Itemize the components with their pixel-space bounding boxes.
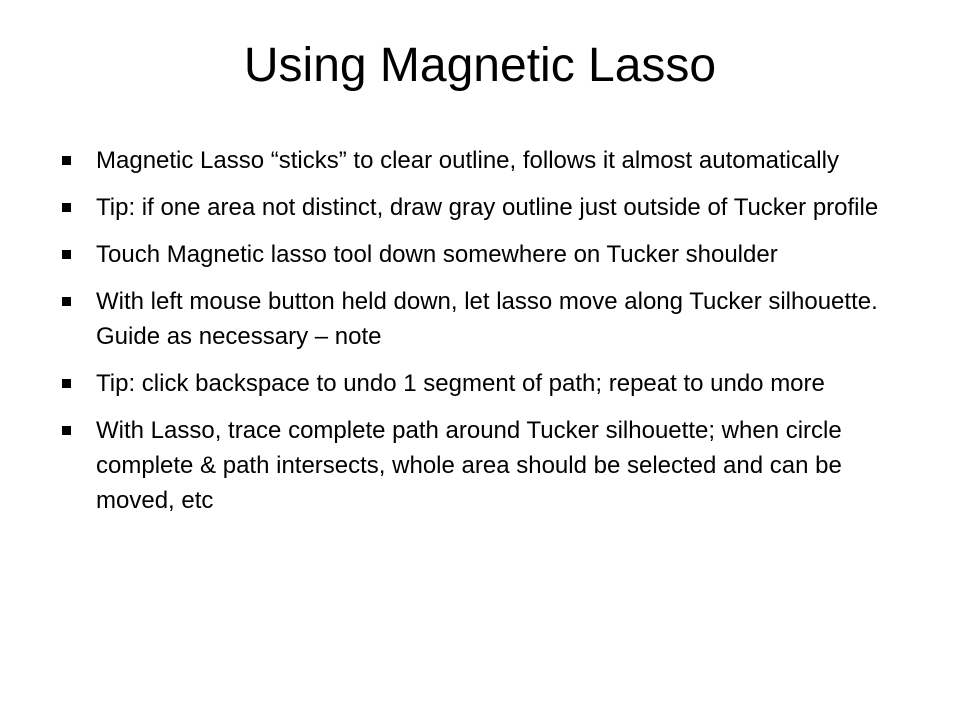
square-bullet-icon	[62, 203, 71, 212]
bullet-text: With left mouse button held down, let lasso move along Tucker silhouette. Guide as necessary – note	[96, 288, 878, 350]
square-bullet-icon	[62, 156, 71, 165]
bullet-item	[62, 237, 922, 272]
bullet-text: Touch Magnetic lasso tool down somewhere on Tucker shoulder	[96, 241, 778, 268]
bullet-text: Tip: if one area not distinct, draw gray outline just outside of Tucker profile	[96, 194, 879, 221]
bullet-item	[62, 143, 922, 178]
bullet-text: With Lasso, trace complete path around Tucker silhouette; when circle complete & path intersects, whole area should be selected and can be moved, etc	[96, 417, 842, 514]
bullet-item	[62, 413, 922, 518]
bullet-item	[62, 190, 922, 225]
bullet-item	[62, 284, 922, 354]
bullet-text: Magnetic Lasso “sticks” to clear outline, follows it almost automatically	[96, 147, 839, 174]
bullet-list	[62, 143, 922, 530]
square-bullet-icon	[62, 379, 71, 388]
square-bullet-icon	[62, 426, 71, 435]
bullet-text: Tip: click backspace to undo 1 segment of path; repeat to undo more	[96, 370, 825, 397]
square-bullet-icon	[62, 297, 71, 306]
bullet-item	[62, 366, 922, 401]
slide-title: Using Magnetic Lasso	[243, 39, 717, 92]
square-bullet-icon	[62, 250, 71, 259]
